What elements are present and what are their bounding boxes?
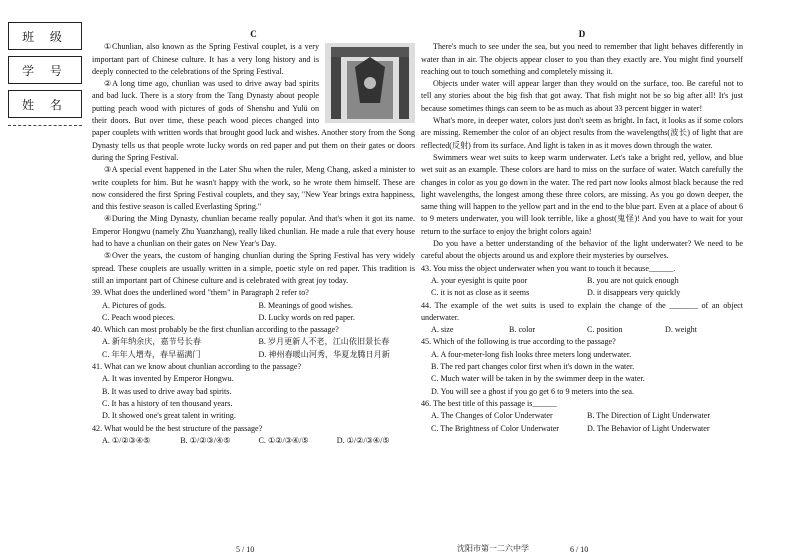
- question-stem: 42. What would be the best structure of the passage?: [92, 423, 263, 433]
- page-number-left: 5 / 10: [236, 545, 255, 554]
- option-row: [421, 324, 743, 336]
- answer-option[interactable]: A. It was invented by Emperor Hongwu.: [102, 374, 234, 384]
- question-stem: 40. Which can most probably be the first chunlian according to the passage?: [92, 325, 339, 335]
- school-name: 沈阳市第一二六中学: [457, 544, 529, 553]
- passage-d-column: [421, 28, 743, 435]
- paragraph: There's much to see under the sea, but you need to remember that light behaves differently in water than in air. The objects appear closer to you than they exactly are. You might find yourself reaching out to touch something and completely missing it.: [421, 42, 743, 76]
- answer-option[interactable]: D. You will see a ghost if you go get 6 to 9 meters into the sea.: [431, 386, 634, 396]
- class-field: [8, 22, 82, 50]
- question-block: [421, 263, 743, 300]
- answer-option[interactable]: A. Pictures of gods.: [102, 300, 167, 310]
- answer-option[interactable]: D. Lucky words on red paper.: [258, 312, 355, 322]
- option-row: [92, 312, 415, 324]
- option-row: [421, 373, 743, 385]
- answer-option[interactable]: A. A four-meter-long fish looks three meters long underwater.: [431, 349, 632, 359]
- question-stem: 46. The best title of this passage is______: [421, 398, 557, 408]
- answer-option[interactable]: C. Much water will be taken in by the swimmer deep in the water.: [431, 374, 645, 384]
- answer-option[interactable]: B. 岁月更新人不老，江山依旧景长春: [258, 337, 390, 347]
- answer-option[interactable]: B. It was used to drive away bad spirits.: [102, 386, 232, 396]
- answer-option[interactable]: C. it is not as close as it seems: [431, 288, 530, 298]
- passage-c-column: [92, 28, 415, 447]
- option-row: [92, 349, 415, 361]
- paragraph: What's more, in deeper water, colors just don't seem as bright. In fact, it looks as if some colors are missing. Remember the color of an object results from the wavelengths(波长) of light that are reflected(反射) from its surface. And light is taken in as it moves down through the water.: [421, 116, 743, 150]
- passage-c-questions: [92, 287, 415, 447]
- question-block: [92, 324, 415, 361]
- option-row: [421, 361, 743, 373]
- paragraph: ③A special event happened in the Later Shu when the ruler, Meng Chang, asked a minister to write couplets for him. But he wasn't happy with the work, so he wrote them himself. These are now considered the first Spring Festival couplets, and they say, "New Year brings extra happiness, and this festive season is called Everlasting Spring.": [92, 165, 415, 212]
- answer-option[interactable]: D. The Behavior of Light Underwater: [587, 423, 710, 433]
- answer-option[interactable]: B. color: [509, 325, 536, 335]
- answer-option[interactable]: B. The Direction of Light Underwater: [587, 411, 711, 421]
- student-id-field: [8, 56, 82, 84]
- page-number-right: 6 / 10: [570, 545, 589, 554]
- section-d-heading: D: [578, 29, 586, 39]
- student-id-label: 学 号: [22, 63, 68, 78]
- option-row: [92, 300, 415, 312]
- answer-option[interactable]: A. The Changes of Color Underwater: [431, 411, 553, 421]
- answer-option[interactable]: A. size: [431, 325, 454, 335]
- answer-option[interactable]: A. your eyesight is quite poor: [431, 275, 528, 285]
- answer-option[interactable]: D. 神州春暖山河秀，华夏龙腾日月新: [258, 349, 390, 359]
- answer-option[interactable]: D. weight: [665, 325, 697, 335]
- paragraph: Swimmers wear wet suits to keep warm underwater. Let's take a bright red, yellow, and blue wet suit as an example. These colors are hard to miss on the surface of water. Watch carefully the changes in color as you go down in the water. The red part now looks almost black because the red light wavelengths, the longest among these three colors, are missing. As you go down deeper, the same thing will happen to the yellow part and in the end to the blue part. Even at a place of about 6 to 9 meters underwater, you will look terrible, like a ghost(鬼怪)! And you have to wait for your return to the surface to enjoy the bright colors again!: [421, 152, 743, 236]
- answer-option[interactable]: C. The Brightness of Color Underwater: [431, 423, 559, 433]
- paragraph: ④During the Ming Dynasty, chunlian became really popular. And that's when it got its name. Emperor Hongwu (namely Zhu Yuanzhang), really liked chunlian. He made a rule that every house had to have a chunlian on their gates on New Year's Day.: [92, 214, 415, 249]
- answer-option[interactable]: B. you are not quick enough: [587, 275, 679, 285]
- question-block: [421, 336, 743, 397]
- option-row: [92, 410, 415, 422]
- answer-option[interactable]: B. The red part changes color first when it's down in the water.: [431, 362, 635, 372]
- paragraph: ⑤Over the years, the custom of hanging chunlian during the Spring Festival has very widely spread. These couplets are usually written in a simple, poetic style on red paper. This tradition is still an important part of Chinese culture and is celebrated with great joy today.: [92, 251, 415, 285]
- door-couplet-image: [325, 43, 415, 123]
- option-row: [421, 275, 743, 287]
- answer-option[interactable]: C. ①②/③④/⑤: [258, 435, 309, 445]
- passage-d-questions: [421, 263, 743, 435]
- answer-option[interactable]: D. it disappears very quickly: [587, 288, 681, 298]
- option-row: [92, 398, 415, 410]
- option-row: [92, 435, 415, 447]
- option-row: [421, 386, 743, 398]
- paragraph: Objects under water will appear larger than they would on the surface, too. Be careful not to tell any stories about the big fish that got away. That fish might not be so big after all! It's just because sometimes things can seem to be as much as about 33 percent bigger in water!: [421, 79, 743, 113]
- option-row: [421, 410, 743, 422]
- paragraph: Do you have a better understanding of the behavior of the light underwater? We need to be careful about the objects around us and explore their mysteries by ourselves.: [421, 239, 743, 261]
- question-stem: 45. Which of the following is true according to the passage?: [421, 337, 616, 347]
- class-label: 班 级: [22, 29, 68, 44]
- option-row: [421, 349, 743, 361]
- option-row: [92, 373, 415, 385]
- question-block: [421, 398, 743, 435]
- paragraph: ②A long time ago, chunlian was used to drive away bad spirits and bad luck. There is a story from the Tang Dynasty about people putting peach wood with pictures of gods of Shenshu and Yulü on their doors. But over time, these peach wood pieces changed into paper couplets with written words that brought good luck and wishes. Another story from the Song Dynasty tells us that people wrote lucky words on red paper and put them on their gates or doors during the Spring Festival.: [92, 79, 415, 162]
- section-c-heading: C: [250, 29, 257, 39]
- passage-d-paragraphs: [421, 41, 743, 262]
- question-block: [92, 361, 415, 422]
- answer-option[interactable]: C. 年年人增寿，春早福满门: [102, 349, 201, 359]
- answer-option[interactable]: B. ①/②③/④⑤: [180, 435, 231, 445]
- question-stem: 44. The example of the wet suits is used to explain the change of the _______ of an object underwater.: [421, 300, 743, 322]
- name-label: 姓 名: [22, 97, 68, 112]
- question-block: [421, 300, 743, 337]
- answer-option[interactable]: C. It has a history of ten thousand years.: [102, 398, 233, 408]
- name-field: [8, 90, 82, 118]
- question-block: [92, 423, 415, 448]
- answer-option[interactable]: B. Meanings of good wishes.: [258, 300, 353, 310]
- question-block: [92, 287, 415, 324]
- student-info-sidebar: [0, 0, 84, 560]
- fold-line: [8, 125, 82, 127]
- question-stem: 43. You miss the object underwater when you want to touch it because______.: [421, 263, 676, 273]
- question-stem: 39. What does the underlined word "them" in Paragraph 2 refer to?: [92, 288, 309, 298]
- question-stem: 41. What can we know about chunlian according to the passage?: [92, 362, 302, 372]
- answer-option[interactable]: D. ①/②/③④/⑤: [336, 435, 390, 445]
- paragraph: ①Chunlian, also known as the Spring Festival couplet, is a very important part of Chinese culture. It has a very long history and is deeply connected to the celebrations of the Spring Festival.: [92, 42, 319, 76]
- answer-option[interactable]: A. ①/②③④⑤: [102, 435, 151, 445]
- answer-option[interactable]: A. 新年纳余庆，嘉节号长春: [102, 337, 201, 347]
- option-row: [92, 386, 415, 398]
- option-row: [92, 336, 415, 348]
- answer-option[interactable]: D. It showed one's great talent in writing.: [102, 411, 236, 421]
- option-row: [421, 423, 743, 435]
- answer-option[interactable]: C. Peach wood pieces.: [102, 312, 176, 322]
- option-row: [421, 287, 743, 299]
- answer-option[interactable]: C. position: [587, 325, 623, 335]
